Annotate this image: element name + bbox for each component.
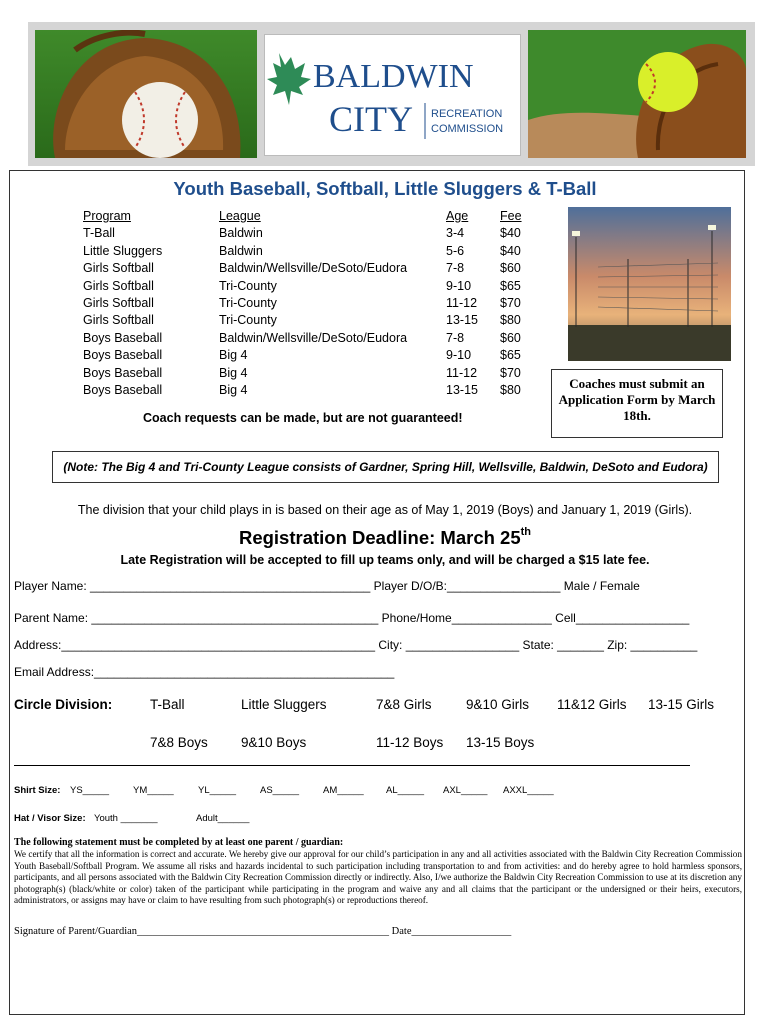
deadline-text: Registration Deadline: March 25 (238, 527, 521, 548)
shirt-size-option[interactable]: AM_____ (323, 785, 364, 796)
league-cell: Tri-County (219, 313, 277, 328)
league-column (219, 208, 407, 399)
age-cell: 5-6 (446, 243, 465, 258)
age-cell: 7-8 (446, 261, 465, 276)
age-cell: 9-10 (446, 348, 472, 363)
fee-cell: $60 (500, 261, 521, 276)
header-banner (28, 22, 755, 166)
program-column (83, 208, 162, 399)
statement-body: We certify that all the information is correct and accurate. We hereby give our approval for our child’s participation in any and all activities associated with the Baldwin City Recreation Commission Youth Baseball/Softball Program. We assume all risks and hazards incidental to such participation including transportation to and from activities: and do hereby agree to hold harmless sponsors, participants, and all persons associated with the Baldwin City Recreation Commission directly or indirectly. Also, I/we authorize the Baldwin City Recreation Commission to use at its discretion any photograph(s) (black/white or color) taken of the participant while participating in the program and waive any and all claims that the participant or the undersigned or their heirs, executors, administrators, or assigns may have or claim to have resulting from such photograph(s) or reproductions thereof. (14, 849, 742, 905)
division-option[interactable]: 9&10 Boys (241, 735, 307, 750)
statement-heading: The following statement must be completed by at least one parent / guardian: (14, 837, 344, 848)
division-option[interactable]: 13-15 Boys (466, 735, 535, 750)
page-title: Youth Baseball, Softball, Little Sluggers & T-Ball (173, 178, 597, 199)
deadline-suffix: th (520, 525, 532, 538)
program-cell: Boys Baseball (83, 348, 163, 363)
logo-name-line1: BALDWIN (313, 58, 474, 95)
baseball-glove-photo (35, 30, 257, 158)
division-option[interactable]: 7&8 Boys (150, 735, 208, 750)
softball-glove-photo (528, 30, 746, 158)
baldwin-city-logo (264, 34, 521, 156)
age-cell: 13-15 (446, 383, 478, 398)
coach-application-box: Coaches must submit an Application Form by March 18th. (551, 369, 723, 438)
program-cell: Boys Baseball (83, 330, 163, 345)
league-cell: Big 4 (219, 365, 248, 380)
parent-info-line[interactable]: Parent Name: ___________________________________________ Phone/Home_______________ Cell_________________ (14, 611, 690, 625)
league-note-box: (Note: The Big 4 and Tri-County League consists of Gardner, Spring Hill, Wellsville, Baldwin, DeSoto and Eudora) (52, 451, 719, 483)
hat-size-label: Hat / Visor Size: (14, 813, 86, 824)
division-option[interactable]: 13-15 Girls (648, 697, 715, 712)
shirt-size-option[interactable]: AS_____ (260, 785, 300, 796)
shirt-size-option[interactable]: YS_____ (70, 785, 110, 796)
program-header: Program (83, 209, 131, 223)
signature-line[interactable]: Signature of Parent/Guardian________________________________________________ Date___________________ (14, 926, 512, 937)
league-cell: Baldwin/Wellsville/DeSoto/Eudora (219, 261, 408, 276)
fee-cell: $80 (500, 313, 521, 328)
program-cell: Boys Baseball (83, 365, 163, 380)
league-cell: Big 4 (219, 348, 248, 363)
league-cell: Tri-County (219, 296, 277, 311)
fee-cell: $70 (500, 296, 521, 311)
shirt-size-option[interactable]: AL_____ (386, 785, 425, 796)
program-cell: T-Ball (83, 226, 115, 241)
league-cell: Baldwin/Wellsville/DeSoto/Eudora (219, 330, 408, 345)
fee-cell: $70 (500, 365, 521, 380)
league-cell: Big 4 (219, 383, 248, 398)
email-line[interactable]: Email Address:_____________________________________________ (14, 665, 395, 679)
hat-size-option[interactable]: Youth _______ (94, 813, 158, 824)
coach-requests-note: Coach requests can be made, but are not guaranteed! (143, 411, 463, 425)
division-option[interactable]: 7&8 Girls (376, 697, 432, 712)
age-cell: 11-12 (446, 296, 478, 311)
program-cell: Little Sluggers (83, 243, 163, 258)
registration-deadline (0, 527, 770, 549)
league-cell: Tri-County (219, 278, 277, 293)
age-cell: 11-12 (446, 365, 478, 380)
shirt-size-option[interactable]: AXXL_____ (503, 785, 554, 796)
fee-cell: $40 (500, 243, 521, 258)
division-option[interactable]: Little Sluggers (241, 697, 327, 712)
late-registration-note: Late Registration will be accepted to fill up teams only, and will be charged a $15 late fee. (120, 553, 650, 567)
age-header: Age (446, 209, 469, 223)
division-option[interactable]: 9&10 Girls (466, 697, 530, 712)
age-cell: 13-15 (446, 313, 478, 328)
age-cell: 9-10 (446, 278, 472, 293)
shirt-size-option[interactable]: AXL_____ (443, 785, 488, 796)
league-cell: Baldwin (219, 243, 263, 258)
logo-subtitle-line2: COMMISSION (431, 123, 504, 135)
player-info-line[interactable]: Player Name: __________________________________________ Player D/O/B:_________________ Male / Female (14, 579, 640, 593)
league-cell: Baldwin (219, 226, 263, 241)
logo-name-line2: CITY (329, 99, 413, 139)
fee-cell: $65 (500, 348, 521, 363)
fee-header: Fee (500, 209, 522, 223)
program-cell: Girls Softball (83, 278, 154, 293)
shirt-size-option[interactable]: YM_____ (133, 785, 174, 796)
age-column (446, 208, 478, 399)
shirt-size-option[interactable]: YL_____ (198, 785, 237, 796)
program-cell: Girls Softball (83, 261, 154, 276)
age-cell: 7-8 (446, 330, 465, 345)
program-cell: Girls Softball (83, 296, 154, 311)
program-cell: Girls Softball (83, 313, 154, 328)
fee-column (500, 208, 522, 399)
division-option[interactable]: T-Ball (150, 697, 185, 712)
shirt-size-label: Shirt Size: (14, 785, 61, 796)
fee-cell: $80 (500, 383, 521, 398)
division-option[interactable]: 11&12 Girls (557, 697, 627, 712)
league-header: League (219, 209, 261, 223)
circle-division-label: Circle Division: (14, 697, 113, 712)
logo-subtitle-line1: RECREATION (431, 108, 503, 120)
age-cell: 3-4 (446, 226, 465, 241)
program-cell: Boys Baseball (83, 383, 163, 398)
ball-field-photo (568, 207, 731, 361)
division-option[interactable]: 11-12 Boys (376, 735, 444, 750)
fee-cell: $60 (500, 330, 521, 345)
address-line[interactable]: Address:_______________________________________________ City: _________________ State: _______ Zip: __________ (14, 638, 698, 652)
hat-size-option[interactable]: Adult______ (196, 813, 250, 824)
section-divider (14, 765, 690, 766)
fee-cell: $40 (500, 226, 521, 241)
fee-cell: $65 (500, 278, 521, 293)
division-info: The division that your child plays in is based on their age as of May 1, 2019 (Boys) and January 1, 2019 (Girls). (77, 503, 693, 517)
